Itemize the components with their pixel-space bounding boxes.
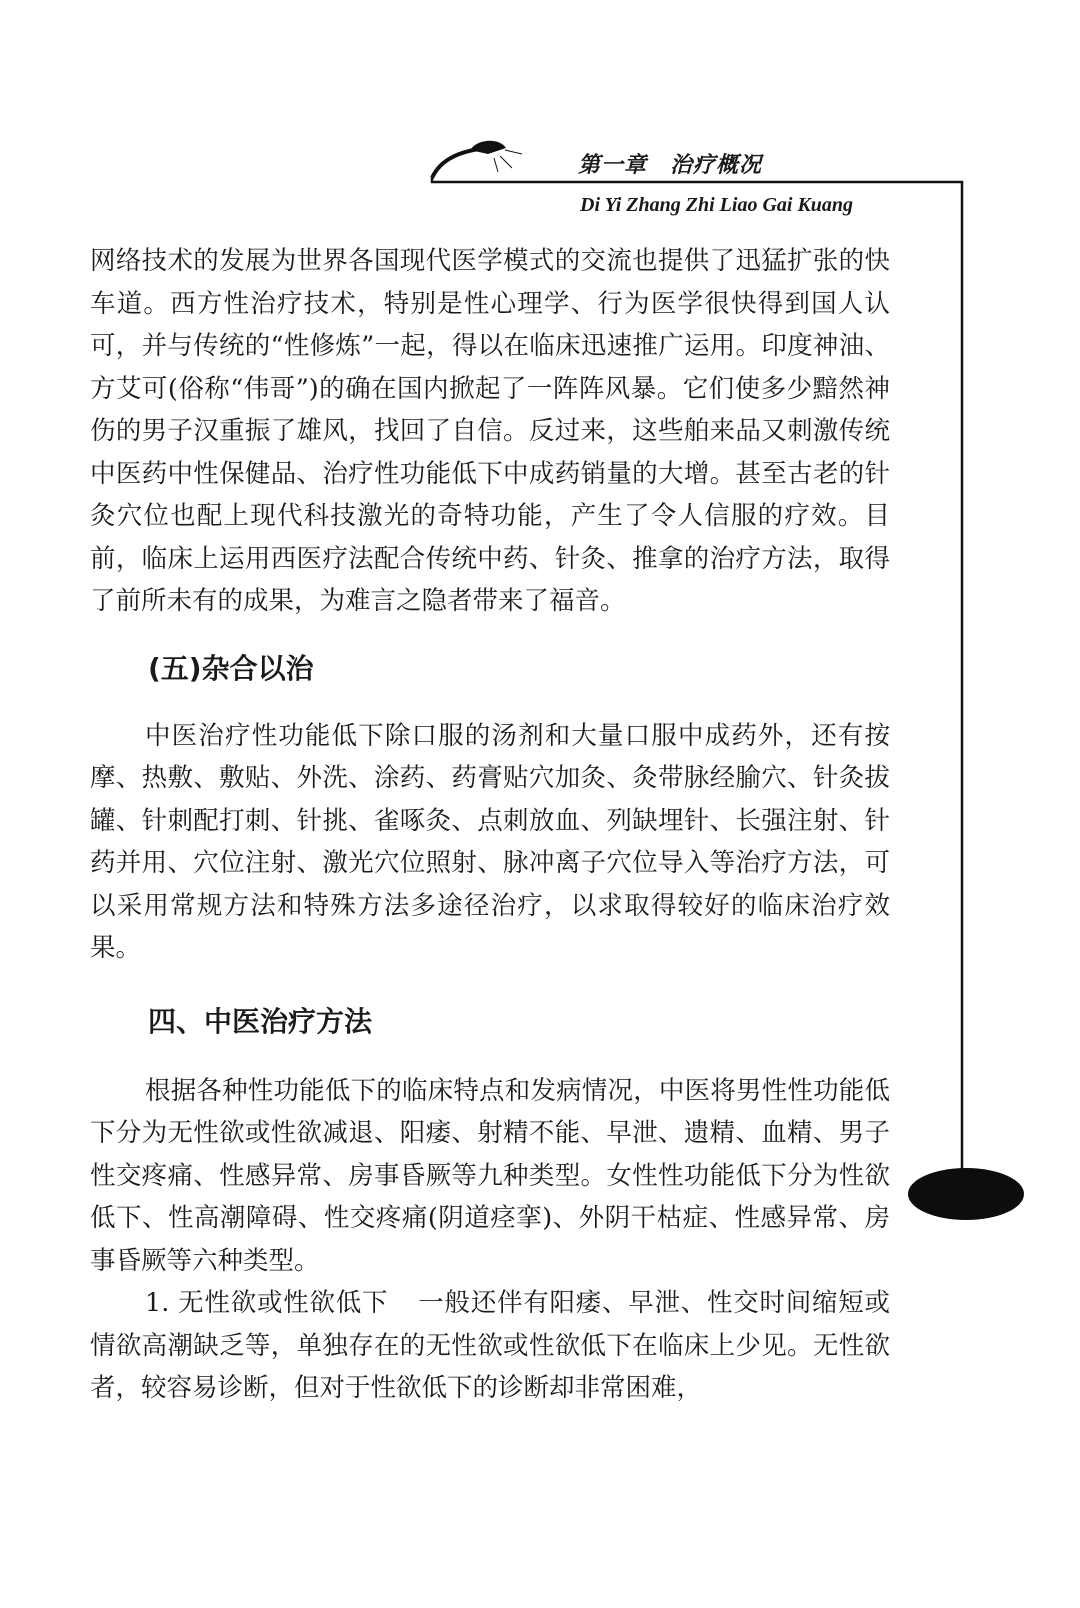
chapter-pinyin: Di Yi Zhang Zhi Liao Gai Kuang: [580, 194, 854, 216]
page-body: [90, 240, 890, 1410]
paragraph-tcm-classification: 根据各种性功能低下的临床特点和发病情况，中医将男性性功能低下分为无性欲或性欲减退、阳痿、射精不能、早泄、遗精、血精、男子性交疼痛、性感异常、房事昏厥等九种类型。女性性功能低下分为性欲低下、性高潮障碍、性交疼痛(阴道痉挛)、外阴干枯症、性感异常、房事昏厥等六种类型。: [90, 1075, 890, 1276]
page-tab-ellipse: [908, 1168, 1024, 1220]
paragraph-item-1: [90, 1282, 890, 1410]
lamp-arm-line: [432, 148, 490, 178]
paragraph-intro-continued: 网络技术的发展为世界各国现代医学模式的交流也提供了迅猛扩张的快车道。西方性治疗技术，特别是性心理学、行为医学很快得到国人认可，并与传统的“性修炼”一起，得以在临床迅速推广运用。印度神油、方艾可(俗称“伟哥”)的确在国内掀起了一阵阵风暴。它们使多少黯然神伤的男子汉重振了雄风，找回了自信。反过来，这些舶来品又刺激传统中医药中性保健品、治疗性功能低下中成药销量的大增。甚至古老的针灸穴位也配上现代科技激光的奇特功能，产生了令人信服的疗效。目前，临床上运用西医疗法配合传统中药、针灸、推拿的治疗方法，取得了前所未有的成果，为难言之隐者带来了福音。: [90, 246, 890, 616]
lamp-head: [470, 141, 506, 154]
lamp-light-ray-3: [494, 158, 498, 172]
section-heading-four: 四、中医治疗方法: [148, 1004, 373, 1038]
lamp-light-ray-2: [500, 156, 512, 168]
section-heading-five: (五)杂合以治: [148, 651, 314, 685]
lamp-light-ray-1: [505, 150, 522, 154]
chapter-title: 第一章 治疗概况: [578, 153, 763, 178]
paragraph-combined-treatment: 中医治疗性功能低下除口服的汤剂和大量口服中成药外，还有按摩、热敷、敷贴、外洗、涂药、药膏贴穴加灸、灸带脉经腧穴、针灸拔罐、针刺配打刺、针挑、雀啄灸、点刺放血、列缺埋针、长强注射、针药并用、穴位注射、激光穴位照射、脉冲离子穴位导入等治疗方法，可以采用常规方法和特殊方法多途径治疗，以求取得较好的临床治疗效果。: [90, 720, 890, 963]
item-1-label: 1. 无性欲或性欲低下: [145, 1288, 389, 1318]
item-1-text: 一般还伴有阳痿、早泄、性交时间缩短或情欲高潮缺乏等，单独存在的无性欲或性欲低下在临床上少见。无性欲者，较容易诊断，但对于性欲低下的诊断却非常困难，: [90, 1288, 890, 1403]
